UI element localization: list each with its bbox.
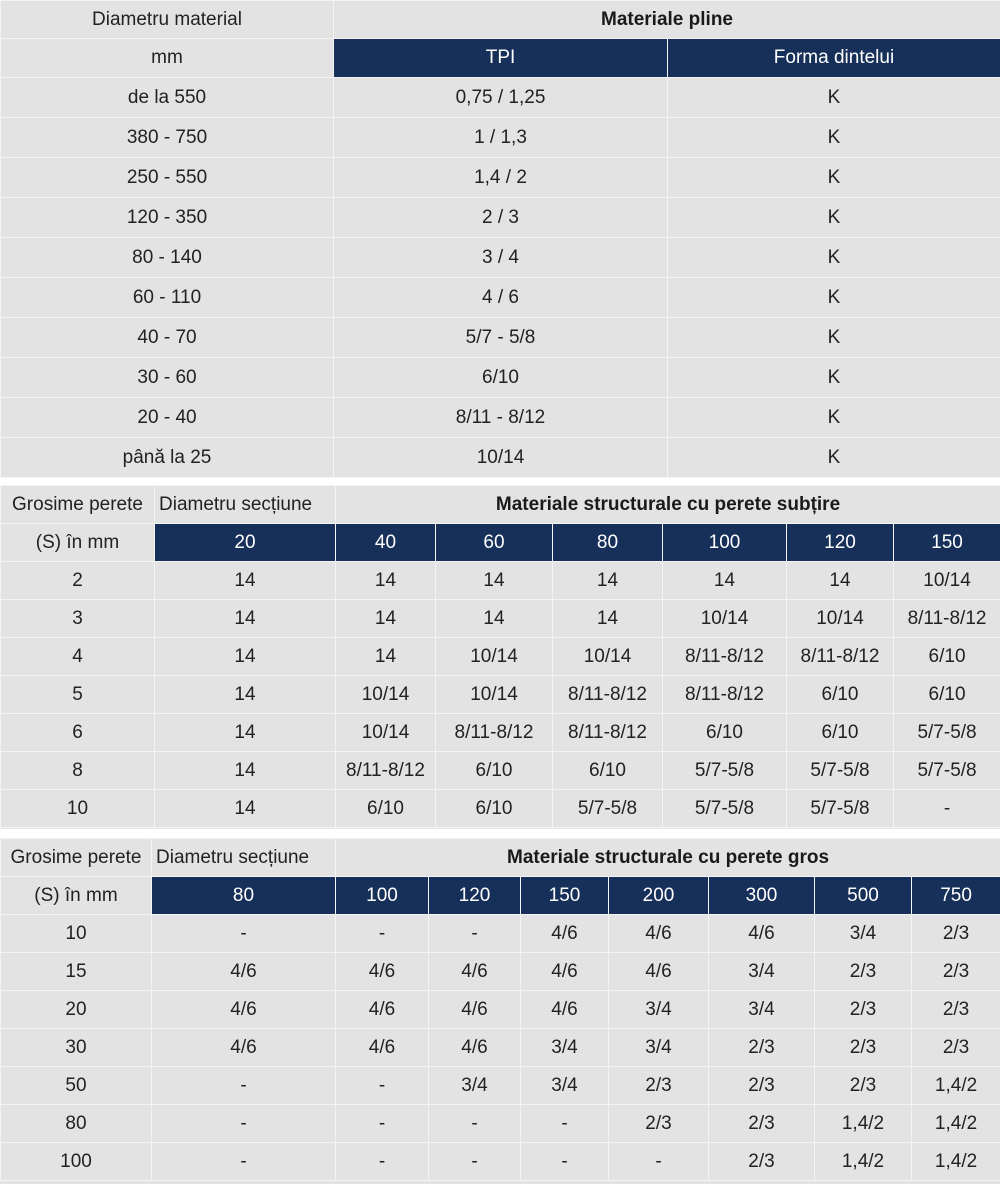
table-cell: 14	[155, 790, 336, 828]
row-label: 50	[1, 1067, 152, 1105]
table-cell: -	[336, 1105, 429, 1143]
table-cell: 14	[436, 600, 553, 638]
table-row	[1, 790, 1000, 828]
table-cell: 5/7 - 5/8	[334, 318, 668, 358]
row-label: de la 550	[1, 78, 334, 118]
row-label: 3	[1, 600, 155, 638]
table-cell: 10/14	[436, 676, 553, 714]
table-cell: 2/3	[709, 1105, 815, 1143]
column-header: 120	[787, 524, 894, 562]
table-row	[1, 238, 1000, 278]
table-cell: K	[668, 118, 1000, 158]
table-cell: 2/3	[709, 1143, 815, 1181]
table-cell: -	[609, 1143, 709, 1181]
table-cell: 8/11-8/12	[336, 752, 436, 790]
table-cell: 10/14	[663, 600, 787, 638]
row-label: 20	[1, 991, 152, 1029]
table-cell: 14	[336, 562, 436, 600]
table-row	[1, 600, 1000, 638]
thick-wall-title: Materiale structurale cu perete gros	[336, 839, 1000, 877]
table-cell: 8/11-8/12	[787, 638, 894, 676]
diameter-material-header: Diametru material	[1, 1, 334, 39]
table-row	[1, 752, 1000, 790]
column-header: 40	[336, 524, 436, 562]
table-cell: 2/3	[709, 1067, 815, 1105]
row-label: 40 - 70	[1, 318, 334, 358]
table-row	[1, 1105, 1000, 1143]
table-cell: 14	[155, 638, 336, 676]
table-row	[1, 953, 1000, 991]
table-cell: K	[668, 438, 1000, 478]
row-label: 380 - 750	[1, 118, 334, 158]
column-header: 20	[155, 524, 336, 562]
table-cell: 14	[336, 600, 436, 638]
table-cell: 6/10	[334, 358, 668, 398]
table-cell: 8/11-8/12	[663, 676, 787, 714]
table-cell: 1,4/2	[815, 1143, 912, 1181]
table-cell: 3 / 4	[334, 238, 668, 278]
thick-wall-table	[0, 838, 1000, 1184]
column-header: 300	[709, 877, 815, 915]
table-cell: -	[336, 1067, 429, 1105]
table-cell: 4/6	[152, 953, 336, 991]
column-header: 750	[912, 877, 1000, 915]
table-cell: 10/14	[334, 438, 668, 478]
table-cell: -	[152, 1143, 336, 1181]
table-cell: 5/7-5/8	[553, 790, 663, 828]
table-row	[1, 438, 1000, 478]
row-label: 5	[1, 676, 155, 714]
table-cell: 2/3	[815, 991, 912, 1029]
row-label: 80	[1, 1105, 152, 1143]
table-cell: 4/6	[521, 953, 609, 991]
row-label: 100	[1, 1143, 152, 1181]
table-cell: 4/6	[336, 953, 429, 991]
thin-wall-title: Materiale structurale cu perete subțire	[336, 486, 1000, 524]
table-cell: 2/3	[912, 1029, 1000, 1067]
row-label: 60 - 110	[1, 278, 334, 318]
table-cell: 14	[787, 562, 894, 600]
table-row	[1, 398, 1000, 438]
table-row	[1, 676, 1000, 714]
table-cell: 10/14	[336, 676, 436, 714]
unit-label: mm	[1, 39, 334, 78]
row-label: 120 - 350	[1, 198, 334, 238]
table-cell: -	[429, 1143, 521, 1181]
table-cell: 3/4	[609, 991, 709, 1029]
section-diameter-header: Diametru secțiune	[152, 839, 336, 877]
table-cell: 10/14	[787, 600, 894, 638]
table-row	[1, 991, 1000, 1029]
column-header: 150	[894, 524, 1000, 562]
table-cell: 6/10	[894, 638, 1000, 676]
row-label: 30 - 60	[1, 358, 334, 398]
table-cell: 6/10	[553, 752, 663, 790]
table-row	[1, 278, 1000, 318]
table-row	[1, 714, 1000, 752]
column-header: 120	[429, 877, 521, 915]
table-row	[1, 1029, 1000, 1067]
solid-materials-table	[0, 0, 1000, 477]
row-label: până la 25	[1, 438, 334, 478]
table-cell: 14	[155, 600, 336, 638]
table-cell: -	[152, 1105, 336, 1143]
table-cell: 14	[336, 638, 436, 676]
column-header: 100	[663, 524, 787, 562]
table-cell: 5/7-5/8	[894, 714, 1000, 752]
table-cell: -	[429, 1105, 521, 1143]
table-cell: 8/11-8/12	[436, 714, 553, 752]
table-cell: K	[668, 398, 1000, 438]
table-cell: 1,4/2	[912, 1143, 1000, 1181]
row-label: 15	[1, 953, 152, 991]
table-cell: 14	[553, 562, 663, 600]
table-cell: 2/3	[912, 991, 1000, 1029]
section-diameter-header: Diametru secțiune	[155, 486, 336, 524]
table-cell: 6/10	[894, 676, 1000, 714]
table-cell: 14	[553, 600, 663, 638]
table-cell: 8/11-8/12	[553, 714, 663, 752]
column-header: 100	[336, 877, 429, 915]
table-row	[1, 158, 1000, 198]
table-cell: 14	[436, 562, 553, 600]
row-label: 10	[1, 790, 155, 828]
unit-label: (S) în mm	[1, 877, 152, 915]
table-cell: 6/10	[787, 714, 894, 752]
table-row	[1, 358, 1000, 398]
table-cell: 4/6	[429, 991, 521, 1029]
row-label: 80 - 140	[1, 238, 334, 278]
table-cell: 2/3	[815, 953, 912, 991]
table-cell: K	[668, 158, 1000, 198]
table-row	[1, 198, 1000, 238]
column-header: TPI	[334, 39, 668, 78]
table-cell: 10/14	[553, 638, 663, 676]
table-cell: 5/7-5/8	[787, 752, 894, 790]
table-cell: 10/14	[894, 562, 1000, 600]
table-cell: 2/3	[912, 953, 1000, 991]
table-cell: 4/6	[152, 1029, 336, 1067]
table-cell: 4/6	[429, 1029, 521, 1067]
table-cell: K	[668, 198, 1000, 238]
table-cell: -	[429, 915, 521, 953]
table-row	[1, 638, 1000, 676]
table-cell: 10/14	[336, 714, 436, 752]
table-cell: 1,4/2	[912, 1105, 1000, 1143]
table-cell: 5/7-5/8	[663, 790, 787, 828]
table-cell: 6/10	[663, 714, 787, 752]
table-row	[1, 915, 1000, 953]
table-cell: 4/6	[336, 1029, 429, 1067]
table-cell: 2/3	[815, 1067, 912, 1105]
table-cell: 14	[155, 752, 336, 790]
table-cell: 5/7-5/8	[894, 752, 1000, 790]
wall-thickness-header: Grosime perete	[1, 839, 152, 877]
row-label: 6	[1, 714, 155, 752]
table-cell: -	[521, 1143, 609, 1181]
table-cell: 3/4	[609, 1029, 709, 1067]
table-cell: 5/7-5/8	[787, 790, 894, 828]
table-cell: 14	[155, 714, 336, 752]
table-cell: 4/6	[709, 915, 815, 953]
table-cell: 2/3	[609, 1105, 709, 1143]
table-row	[1, 318, 1000, 358]
column-header: 80	[152, 877, 336, 915]
row-label: 8	[1, 752, 155, 790]
table-cell: 4/6	[336, 991, 429, 1029]
table-cell: 4/6	[152, 991, 336, 1029]
table-cell: 1,4/2	[815, 1105, 912, 1143]
table-cell: K	[668, 358, 1000, 398]
table-cell: 3/4	[521, 1029, 609, 1067]
table-cell: 4/6	[521, 991, 609, 1029]
table-cell: 6/10	[336, 790, 436, 828]
table-cell: 1,4 / 2	[334, 158, 668, 198]
column-header: 500	[815, 877, 912, 915]
table-cell: -	[152, 915, 336, 953]
table-cell: 1,4/2	[912, 1067, 1000, 1105]
thin-wall-table	[0, 485, 1000, 829]
table-cell: 8/11 - 8/12	[334, 398, 668, 438]
row-label: 4	[1, 638, 155, 676]
table-cell: 6/10	[436, 790, 553, 828]
table-cell: -	[521, 1105, 609, 1143]
table-cell: 2/3	[912, 915, 1000, 953]
row-label: 30	[1, 1029, 152, 1067]
table-row	[1, 118, 1000, 158]
row-label: 2	[1, 562, 155, 600]
table-row	[1, 1067, 1000, 1105]
table-cell: K	[668, 278, 1000, 318]
column-header: 80	[553, 524, 663, 562]
table-cell: 14	[155, 676, 336, 714]
row-label: 20 - 40	[1, 398, 334, 438]
table-cell: 2/3	[709, 1029, 815, 1067]
table-cell: 3/4	[815, 915, 912, 953]
column-header: Forma dintelui	[668, 39, 1000, 78]
table-cell: 8/11-8/12	[663, 638, 787, 676]
column-header: 60	[436, 524, 553, 562]
table-cell: 4/6	[609, 953, 709, 991]
table-cell: -	[894, 790, 1000, 828]
table-cell: 4 / 6	[334, 278, 668, 318]
column-header: 150	[521, 877, 609, 915]
table-cell: 3/4	[429, 1067, 521, 1105]
table-cell: 5/7-5/8	[663, 752, 787, 790]
table-cell: 8/11-8/12	[553, 676, 663, 714]
table-cell: 3/4	[709, 991, 815, 1029]
table-cell: 0,75 / 1,25	[334, 78, 668, 118]
table-cell: 4/6	[609, 915, 709, 953]
table-cell: K	[668, 78, 1000, 118]
table-row	[1, 562, 1000, 600]
table-cell: -	[152, 1067, 336, 1105]
solid-materials-title: Materiale pline	[334, 1, 1000, 39]
table-cell: -	[336, 1143, 429, 1181]
table-cell: 1 / 1,3	[334, 118, 668, 158]
table-cell: 8/11-8/12	[894, 600, 1000, 638]
table-cell: 14	[155, 562, 336, 600]
table-row	[1, 1143, 1000, 1181]
table-cell: -	[336, 915, 429, 953]
table-cell: 3/4	[521, 1067, 609, 1105]
column-header: 200	[609, 877, 709, 915]
table-row	[1, 78, 1000, 118]
row-label: 10	[1, 915, 152, 953]
unit-label: (S) în mm	[1, 524, 155, 562]
table-cell: 3/4	[709, 953, 815, 991]
table-cell: 6/10	[787, 676, 894, 714]
table-cell: 4/6	[521, 915, 609, 953]
table-cell: 2/3	[609, 1067, 709, 1105]
row-label: 250 - 550	[1, 158, 334, 198]
wall-thickness-header: Grosime perete	[1, 486, 155, 524]
table-cell: 2/3	[815, 1029, 912, 1067]
table-cell: K	[668, 318, 1000, 358]
table-cell: 14	[663, 562, 787, 600]
table-cell: 2 / 3	[334, 198, 668, 238]
table-cell: K	[668, 238, 1000, 278]
table-cell: 4/6	[429, 953, 521, 991]
table-cell: 10/14	[436, 638, 553, 676]
table-cell: 6/10	[436, 752, 553, 790]
